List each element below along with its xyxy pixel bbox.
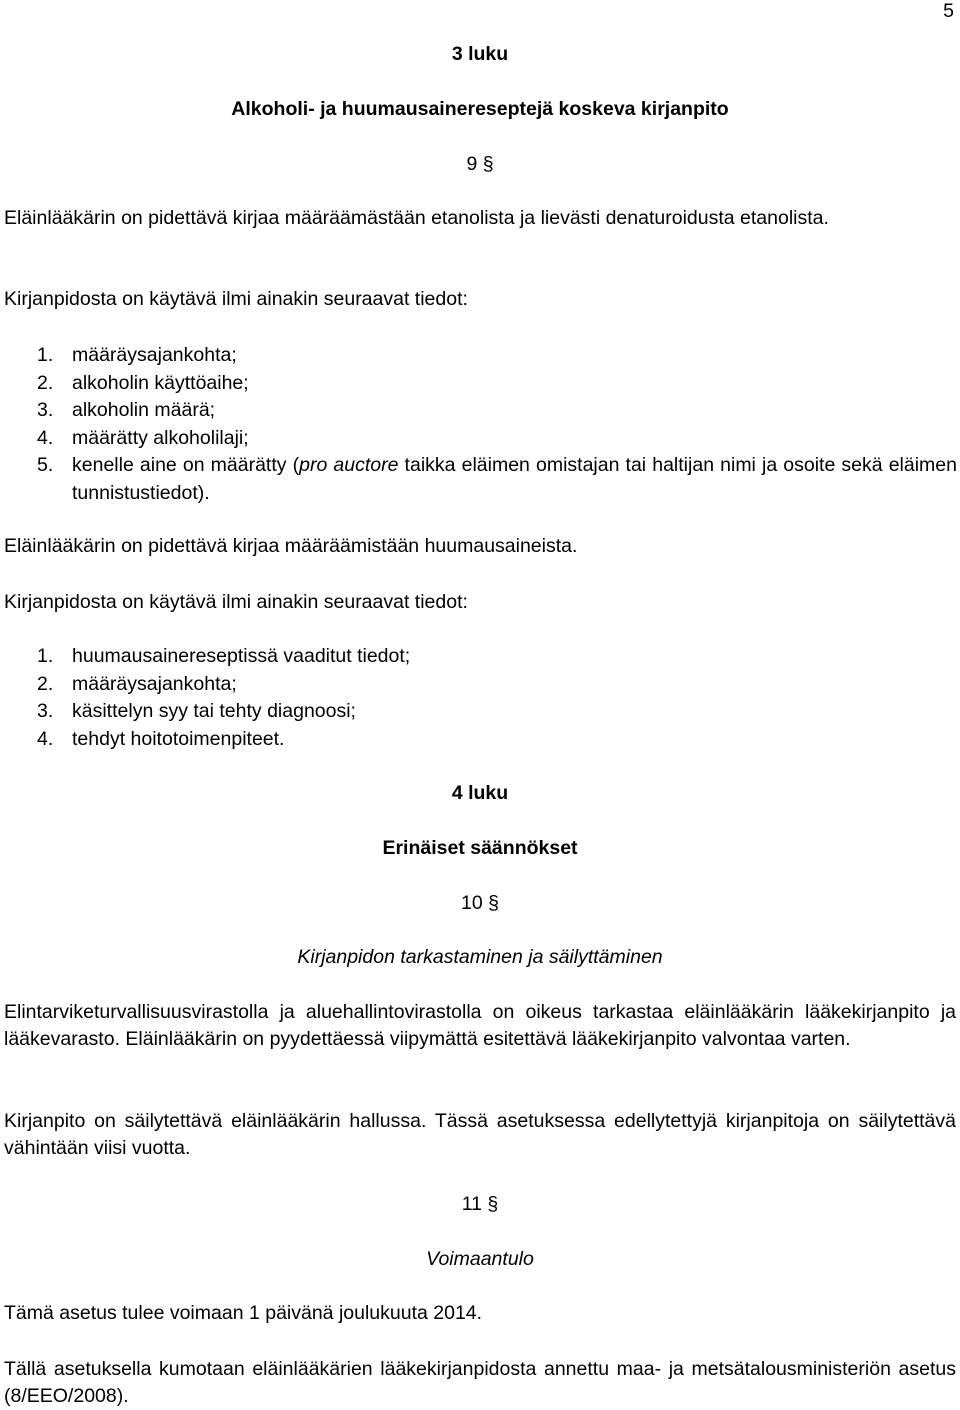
section-9-heading: 9 § xyxy=(466,153,494,175)
chapter-4-heading: 4 luku xyxy=(451,782,509,804)
paragraph-retention: Kirjanpito on säilytettävä eläinlääkärin hallussa. Tässä asetuksessa edellytettyjä kirjanpitoja on säilytettävä vähintään viisi vuotta. xyxy=(4,1110,956,1159)
chapter-3-title: Alkoholi- ja huumausainereseptejä koskeva kirjanpito xyxy=(231,98,729,120)
paragraph-inspection: Elintarviketurvallisuusvirastolla ja aluehallintovirastolla on oikeus tarkastaa eläinlääkärin lääkekirjanpito ja lääkevarasto. Eläinlääkärin on pyydettäessä viipymättä esitettävä lääkekirjanpito valvontaa varten. xyxy=(4,1001,956,1050)
narcotics-info-list xyxy=(37,643,957,753)
list-item: 1. huumausainereseptissä vaaditut tiedot; xyxy=(37,645,411,667)
paragraph-required-info: Kirjanpidosta on käytävä ilmi ainakin seuraavat tiedot: xyxy=(4,288,468,310)
list-item: 4. tehdyt hoitotoimenpiteet. xyxy=(37,727,285,750)
section-10-heading: 10 § xyxy=(461,892,499,914)
alcohol-info-list xyxy=(37,342,957,507)
chapter-4-title: Erinäiset säännökset xyxy=(382,837,578,859)
list-item: 3. käsittelyn syy tai tehty diagnoosi; xyxy=(37,700,356,722)
section-11-title: Voimaantulo xyxy=(426,1248,534,1270)
list-item: 2. alkoholin käyttöaihe; xyxy=(37,371,249,394)
chapter-3-heading: 3 luku xyxy=(451,43,509,65)
page-number: 5 xyxy=(943,0,954,22)
paragraph-repeal: Tällä asetuksella kumotaan eläinlääkärien lääkekirjanpidosta annettu maa- ja metsätalousministeriön asetus (8/EEO/2008). xyxy=(4,1358,956,1407)
list-item: 1. määräysajankohta; xyxy=(37,344,237,366)
list-item: 3. alkoholin määrä; xyxy=(37,399,216,421)
list-item: 5. kenelle aine on määrätty (pro auctore taikka eläimen omistajan tai haltijan nimi ja osoite sekä eläimen tunnistustiedot). xyxy=(37,454,957,504)
list-item: 4. määrätty alkoholilaji; xyxy=(37,426,249,449)
list-item: 2. määräysajankohta; xyxy=(37,672,237,695)
paragraph-ethanol-record: Eläinlääkärin on pidettävä kirjaa määräämästään etanolista ja lievästi denaturoidusta etanolista. xyxy=(4,207,829,229)
section-10-title: Kirjanpidon tarkastaminen ja säilyttäminen xyxy=(297,946,663,968)
paragraph-required-info-2: Kirjanpidosta on käytävä ilmi ainakin seuraavat tiedot: xyxy=(4,591,468,613)
paragraph-narcotics-record: Eläinlääkärin on pidettävä kirjaa määräämistään huumausaineista. xyxy=(4,535,578,557)
paragraph-entry-into-force: Tämä asetus tulee voimaan 1 päivänä joulukuuta 2014. xyxy=(4,1302,483,1324)
section-11-heading: 11 § xyxy=(461,1193,499,1215)
